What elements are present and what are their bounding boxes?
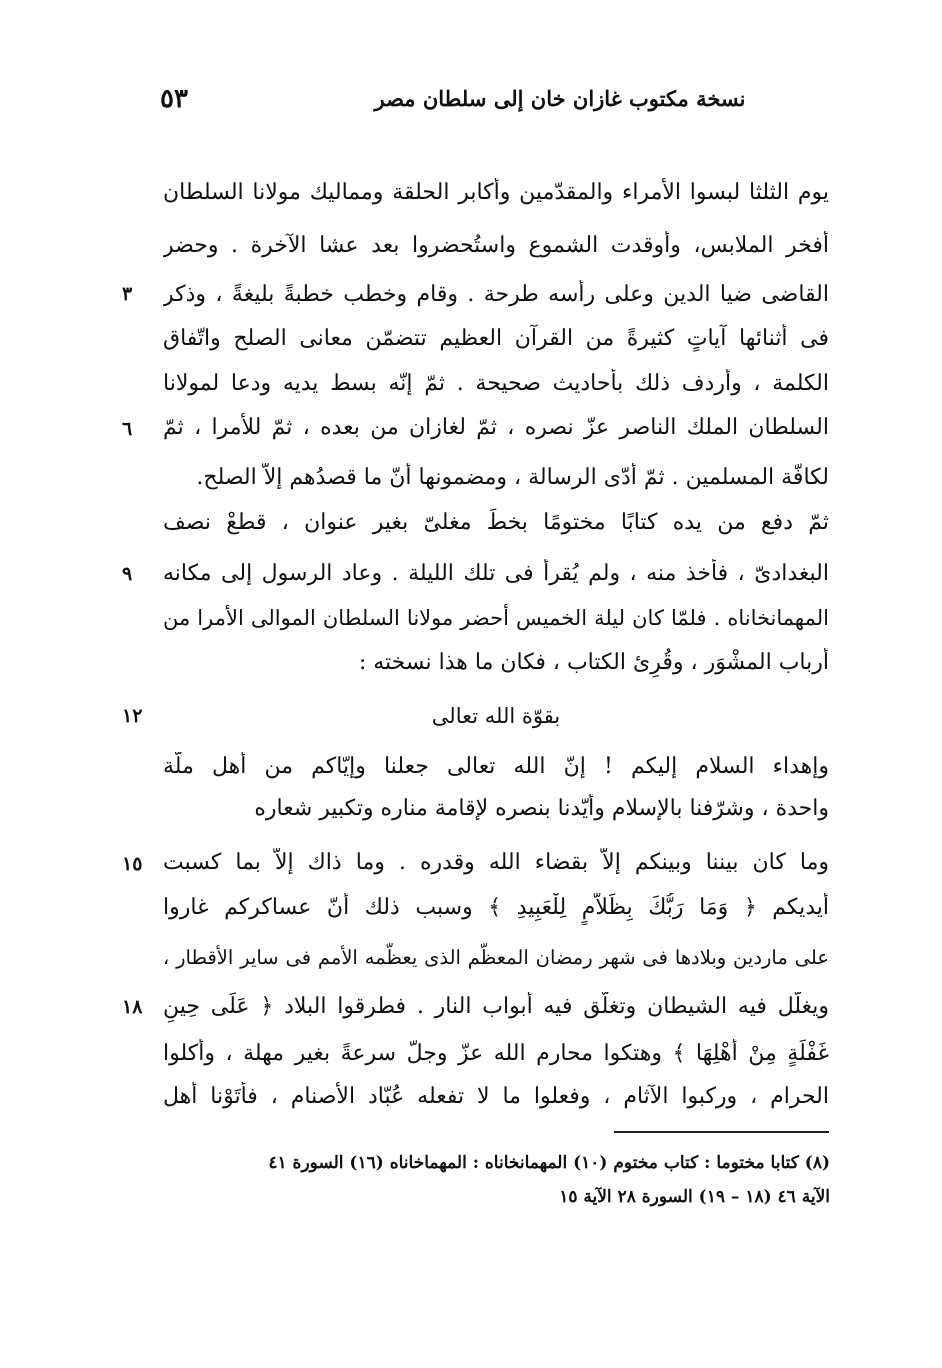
page-number: ٥٣ <box>160 84 188 114</box>
text-line: أفخر الملابس، وأُوقدت الشموع واستُحضروا بعد عشا الآخرة . وحضر <box>163 233 829 258</box>
text-line: الكلمة ، وأردف ذلك بأحاديث صحيحة . ثمّ إنّه بسط يديه ودعا لمولانا <box>163 371 829 396</box>
text-line: الحرام ، وركبوا الآثام ، وفعلوا ما لا تفعله عُبّاد الأصنام ، فأتَوْنا أهل <box>163 1084 829 1109</box>
footnote-separator <box>614 1131 829 1133</box>
footnote-line: الآية ٤٦ (١٨ – ١٩) السورة ٢٨ الآية ١٥ <box>559 1187 830 1207</box>
text-line: فى أثنائها آياتٍ كثيرةً من القرآن العظيم تتضمّن معانى الصلح واتّفاق <box>163 326 829 351</box>
text-line: القاضى ضيا الدين وعلى رأسه طرحة . وقام وخطب خطبةً بليغةً ، وذكر <box>163 282 829 307</box>
text-line: السلطان الملك الناصر عزّ نصره ، ثمّ لغازان من بعده ، ثمّ للأمرا ، ثمّ <box>163 415 829 440</box>
footnote-line: (٨) كتابا مختوما : كتاب مختوم (١٠) المهمانخاناه : المهماخاناه (١٦) السورة ٤١ <box>268 1153 830 1173</box>
text-line: على ماردين وبلادها فى شهر رمضان المعظّم الذى يعظّمه الأمم فى ساير الأقطار ، <box>163 946 829 969</box>
text-line: غَفْلَةٍ مِنْ أَهْلِهَا ﴾ وهتكوا محارم الله عزّ وجلّ سرعةً بغير مهلة ، وأكلوا <box>163 1041 829 1066</box>
line-number: ٦ <box>122 418 133 440</box>
text-line: وما كان بيننا وبينكم إلاّ بقضاء الله وقدره . وما ذاك إلاّ بما كسبت <box>163 850 829 875</box>
text-line: المهمانخاناه . فلمّا كان ليلة الخميس أحضر مولانا السلطان الموالى الأمرا من <box>163 606 829 630</box>
line-number: ٩ <box>122 563 133 585</box>
text-line: ثمّ دفع من يده كتابًا مختومًا بخطٍّ مغلىّ بغير عنوان ، قطعْ نصف <box>163 510 829 535</box>
running-header <box>160 86 840 126</box>
line-number: ١٥ <box>122 853 143 875</box>
text-line: وإهداء السلام إليكم ! إنّ الله تعالى جعلنا وإيّاكم من أهل ملّة <box>163 754 829 779</box>
text-line: يوم الثلثا لبسوا الأمراء والمقدّمين وأكابر الحلقة ومماليك مولانا السلطان <box>163 180 829 205</box>
text-line: أيديكم ﴿ وَمَا رَبُّكَ بِظَلاَّمٍ لِلْعَبِيدِ ﴾ وسبب ذلك أنّ عساكركم غاروا <box>163 895 829 920</box>
text-line: البغدادىّ ، فأُخذ منه ، ولم يُقرأ فى تلك الليلة . وعاد الرسول إلى مكانه <box>163 561 829 586</box>
line-number: ١٨ <box>122 996 143 1018</box>
line-number: ١٢ <box>122 705 143 727</box>
text-line: واحدة ، وشرّفنا بالإسلام وأيّدنا بنصره لإقامة مناره وتكبير شعاره <box>254 796 829 821</box>
text-line: لكافّة المسلمين . ثمّ أدّى الرسالة ، ومضمونها أنّ ما قصدُهم إلاّ الصلح. <box>196 465 829 490</box>
text-line: أرباب المشْوَر ، وقُرِئ الكتاب ، فكان ما هذا نسخته : <box>358 650 829 675</box>
text-line: ويغلّل فيه الشيطان وتغلّق فيه أبواب النار . فطرقوا البلاد ﴿ عَلَى حِينِ <box>163 994 829 1019</box>
running-title: نسخة مكتوب غازان خان إلى سلطان مصر <box>374 86 746 111</box>
line-number: ٣ <box>122 283 133 305</box>
section-heading: بقوّة الله تعالى <box>431 704 561 728</box>
